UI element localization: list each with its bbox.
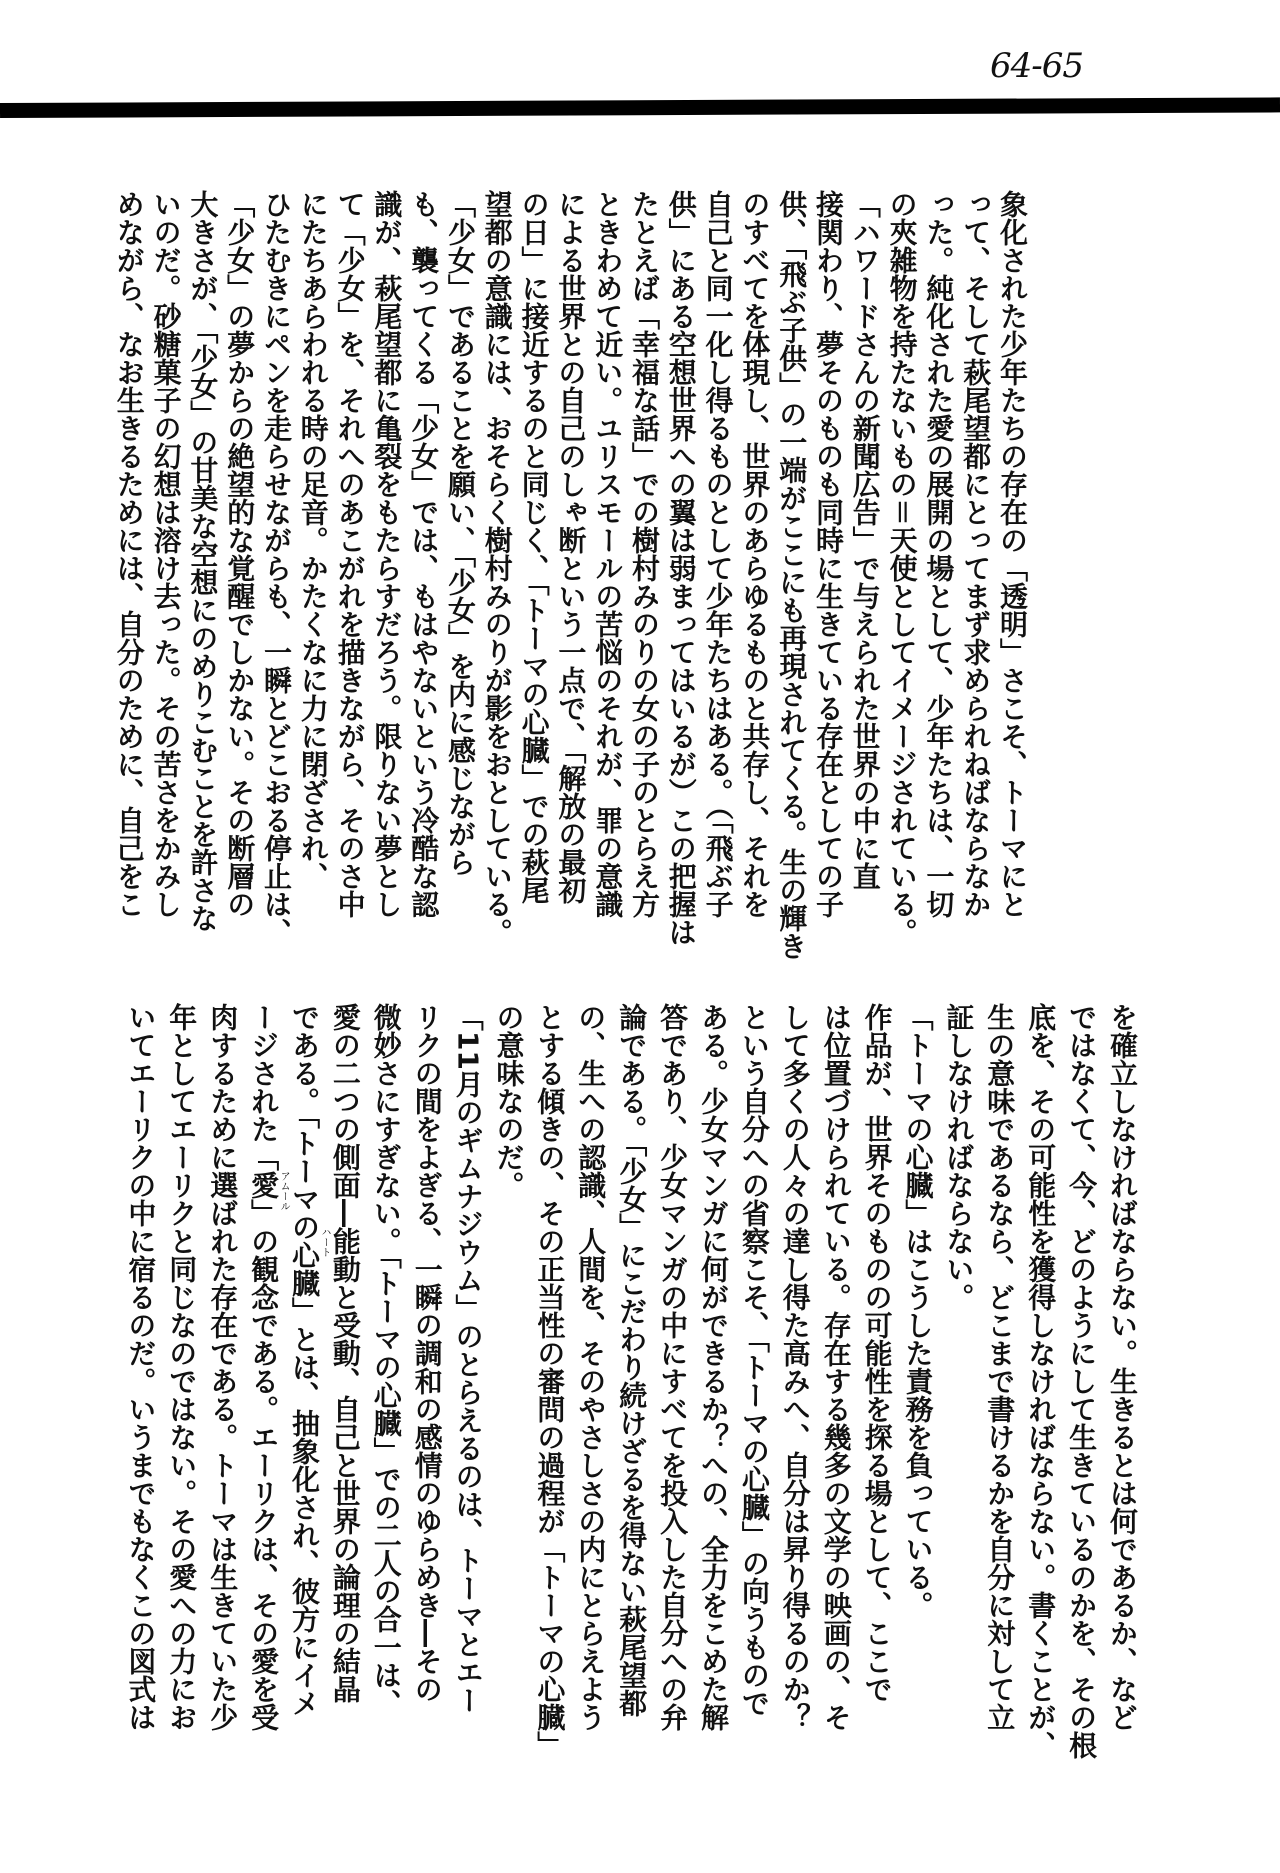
text-column: いのだ。砂糖菓子の幻想は溶け去った。その苦さをかみし [149,190,183,918]
text-column: である。「トーマの心臓」とは、抽象化され、彼方にイメ [288,1003,321,1717]
text-column: いてエーリクの中に宿るのだ。いうまでもなくこの図式は [124,1003,158,1731]
text-column: の夾雑物を持たないもの＝天使としてイメージされている。 [885,190,919,947]
text-column: 接関わり、夢そのものも同時に生きている存在としての子 [812,190,845,918]
text-column: ではなくて、今、どのようにして生きているのかを、その根 [1065,1003,1099,1759]
text-column: 愛の二つの側面―能動と受動、自己と世界の論理の結晶 [328,1003,362,1703]
text-column: ひたむきにペンを走らせながらも、一瞬とどこおる停止は、 [260,190,293,946]
text-column: 「ハワードさんの新聞広告」で与えられた世界の中に直 [848,190,882,890]
text-column: という自分への省察こそ、「トーマの心臓」の向うもので [737,1003,771,1717]
text-column: ある。少女マンガに何ができるか？への、全力をこめた解 [697,1003,730,1731]
text-column: った。純化された愛の展開の場として、少年たちは、一切 [922,190,956,918]
text-column: の日」に接近するのと同じく、「トーマの心臓」での萩尾 [517,190,551,904]
text-column: 生の意味であるなら、どこまで書けるかを自分に対して立 [983,1003,1017,1731]
text-column: による世界との自己のしゃ断という一点で、「解放の最初 [554,190,588,904]
text-column: って、そして萩尾望都にとってまず求められねばならなか [959,190,993,918]
ruby-annotation: ハート [319,1227,330,1257]
text-column: 証しなければならない。 [942,1003,976,1311]
text-column: 年としてエーリクと同じなのではない。その愛への力にお [165,1003,199,1731]
text-column: 作品が、世界そのものの可能性を探る場として、ここで [860,1003,894,1703]
text-column: ときわめて近い。ユリスモールの苦悩のそれが、罪の意識 [591,190,625,918]
header-rule [0,97,1280,118]
text-column: にたちあらわれる時の足音。かたくなに力に閉ざされ、 [296,190,330,890]
text-column: は位置づけられている。存在する幾多の文学の映画の、そ [819,1003,853,1731]
text-column: して多くの人々の達し得た高みへ、自分は昇り得るのか？ [778,1003,812,1731]
text-column: 大きさが、「少女」の甘美な空想にのめりこむことを許さな [186,190,220,932]
text-column: 底を、その可能性を獲得しなければならない。書くことが、 [1024,1003,1058,1759]
text-column: とする傾きの、その正当性の審問の過程が「トーマの心臓」 [533,1003,567,1759]
text-column: ージされた「愛」の観念である。エーリクは、その愛を受 [247,1003,281,1731]
text-column: て「少女」を、それへのあこがれを描きながら、そのさ中 [333,190,367,918]
text-column: 望都の意識には、おそらく樹村みのりが影をおとしている。 [480,190,514,946]
text-column: の、生への認識、人間を、そのやさしさの内にとらえよう [574,1003,608,1731]
text-column: 肉するために選ばれた存在である。トーマは生きていた少 [206,1003,240,1731]
text-column: 論である。「少女」にこだわり続けざるを得ない萩尾望都 [615,1003,649,1717]
text-column: 「少女」の夢からの絶望的な覚醒でしかない。その断層の [223,190,257,918]
ruby-annotation: アムール [278,1171,290,1211]
text-column: 供、「飛ぶ子供」の一端がここにも再現されてくる。生の輝き [775,190,809,960]
text-column: めながら、なお生きるためには、自分のために、自己をこ [112,190,146,918]
page-number: 64-65 [990,46,1084,86]
text-column: 微妙さにすぎない。「トーマの心臓」での二人の合一は、 [369,1003,403,1717]
text-column: 答であり、少女マンガの中にすべてを投入した自分への弁 [656,1003,690,1731]
text-column: 「トーマの心臓」はこうした責務を負っている。 [901,1003,935,1619]
text-column: 識が、萩尾望都に亀裂をもたらすだろう。限りない夢とし [370,190,404,918]
text-column: 自己と同一化し得るものとして少年たちはある。（「飛ぶ子 [701,190,735,918]
text-column: 供」にある空想世界への翼は弱まってはいるが）この把握は [664,190,698,946]
text-column: たとえば「幸福な話」での樹村みのりの女の子のとらえ方 [628,190,661,918]
text-column: の意味なのだ。 [492,1003,526,1199]
text-column: 「少女」であることを願い、「少女」を内に感じながら [444,190,477,876]
text-column: を確立しなければならない。生きるとは何であるか、など [1106,1003,1139,1731]
text-column: リクの間をよぎる、一瞬の調和の感情のゆらめき―その [410,1003,444,1703]
text-column: 「11月のギムナジウム」のとらえるのは、トーマとエー [451,1003,485,1714]
text-column: のすべてを体現し、世界のあらゆるものと共存し、それを [738,190,772,918]
text-column: 象化された少年たちの存在の「透明」さこそ、トーマにと [996,190,1029,918]
text-column: も、襲ってくる「少女」では、もはやないという冷酷な認 [407,190,441,918]
